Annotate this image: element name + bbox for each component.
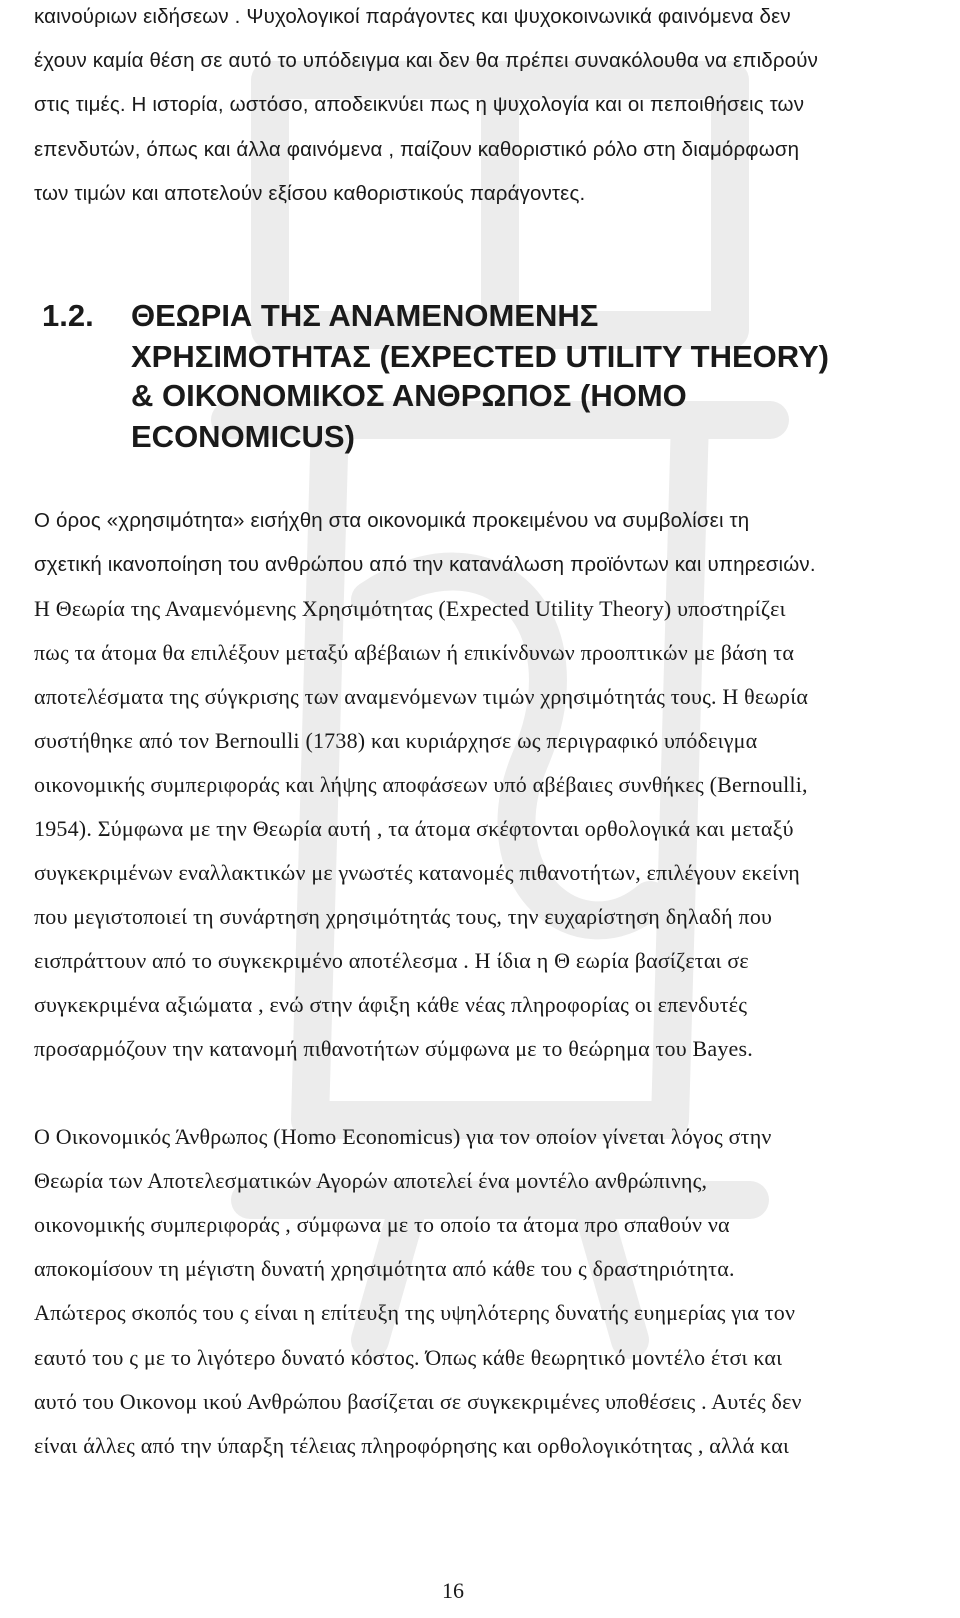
paragraph-1-line: Η Θεωρία της Αναμενόμενης Χρησιμότητας (Expected Utility Theory) υποστηρίζει	[34, 596, 786, 621]
paragraph-2-line: είναι άλλες από την ύπαρξη τέλειας πληροφόρησης και ορθολογικότητας , αλλά και	[34, 1433, 790, 1458]
intro-line: έχουν καμία θέση σε αυτό το υπόδειγμα και δεν θα πρέπει συνακόλουθα να επιδρούν	[34, 49, 818, 72]
paragraph-1-line: Ο όρος «χρησιμότητα» εισήχθη στα οικονομικά προκειμένου να συμβολίσει τη	[34, 509, 750, 532]
paragraph-1-line: σχετική ικανοποίηση του ανθρώπου από την κατανάλωση προϊόντων και υπηρεσιών.	[34, 553, 816, 576]
paragraph-1-line: αποτελέσματα της σύγκρισης των αναμενόμενων τιμών χρησιμότητάς τους. Η θεωρία	[34, 684, 809, 709]
paragraph-2-line: Ο Οικονομικός Άνθρωπος (Homo Economicus) για τον οποίον γίνεται λόγος στην	[34, 1124, 772, 1149]
page-number: 16	[442, 1578, 464, 1603]
section-title-line: ΧΡΗΣΙΜΟΤΗΤΑΣ (EXPECTED UTILITY THEORY)	[131, 339, 829, 374]
paragraph-1-line: εισπράττουν από το συγκεκριμένο αποτέλεσμα . Η ίδια η Θ εωρία βασίζεται σε	[34, 948, 749, 973]
paragraph-1-line: συστήθηκε από τον Bernoulli (1738) και κυριάρχησε ως περιγραφικό υπόδειγμα	[34, 728, 758, 753]
paragraph-1-line: οικονομικής συμπεριφοράς και λήψης αποφάσεων υπό αβέβαιες συνθήκες (Bernoulli,	[34, 772, 808, 797]
paragraph-2-line: οικονομικής συμπεριφοράς , σύμφωνα με το οποίο τα άτομα προ σπαθούν να	[34, 1212, 730, 1237]
paragraph-1-line: συγκεκριμένων εναλλακτικών με γνωστές κατανομές πιθανοτήτων, επιλέγουν εκείνη	[34, 860, 800, 885]
intro-line: στις τιμές. Η ιστορία, ωστόσο, αποδεικνύει πως η ψυχολογία και οι πεποιθήσεις των	[34, 93, 805, 116]
paragraph-2-line: αποκομίσουν τη μέγιστη δυνατή χρησιμότητα από κάθε του ς δραστηριότητα.	[34, 1256, 735, 1281]
intro-line: επενδυτών, όπως και άλλα φαινόμενα , παίζουν καθοριστικό ρόλο στη διαμόρφωση	[34, 138, 800, 161]
paragraph-2-line: Θεωρία των Αποτελεσματικών Αγορών αποτελεί ένα μοντέλο ανθρώπινης,	[34, 1168, 708, 1193]
paragraph-2-line: εαυτό του ς με το λιγότερο δυνατό κόστος. Όπως κάθε θεωρητικό μοντέλο έτσι και	[34, 1345, 783, 1370]
paragraph-1-line: συγκεκριμένα αξιώματα , ενώ στην άφιξη κάθε νέας πληροφορίας οι επενδυτές	[34, 992, 748, 1017]
section-title-line: & ΟΙΚΟΝΟΜΙΚΟΣ ΑΝΘΡΩΠΟΣ (HOMO	[131, 378, 687, 413]
paragraph-2-line: αυτό του Οικονομ ικού Ανθρώπου βασίζεται σε συγκεκριμένες υποθέσεις . Αυτές δεν	[34, 1389, 802, 1414]
intro-line: των τιμών και αποτελούν εξίσου καθοριστικούς παράγοντες.	[34, 182, 586, 205]
paragraph-1-line: που μεγιστοποιεί τη συνάρτηση χρησιμότητάς τους, την ευχαρίστηση δηλαδή που	[34, 904, 773, 929]
section-title-line: ΘΕΩΡΙΑ ΤΗΣ ΑΝΑΜΕΝΟΜΕΝΗΣ	[131, 298, 599, 333]
paragraph-1-line: προσαρμόζουν την κατανομή πιθανοτήτων σύμφωνα με το θεώρημα του Bayes.	[34, 1036, 753, 1061]
section-number: 1.2.	[42, 298, 94, 333]
paragraph-2-line: Απώτερος σκοπός του ς είναι η επίτευξη της υψηλότερης δυνατής ευημερίας για τον	[34, 1300, 796, 1325]
paragraph-1-line: 1954). Σύμφωνα με την Θεωρία αυτή , τα άτομα σκέφτονται ορθολογικά και μεταξύ	[34, 816, 794, 841]
intro-line: καινούριων ειδήσεων . Ψυχολογικοί παράγοντες και ψυχοκοινωνικά φαινόμενα δεν	[34, 5, 791, 28]
paragraph-1-line: πως τα άτομα θα επιλέξουν μεταξύ αβέβαιων ή επικίνδυνων προοπτικών με βάση τα	[34, 640, 795, 665]
section-title-line: ECONOMICUS)	[131, 419, 355, 454]
